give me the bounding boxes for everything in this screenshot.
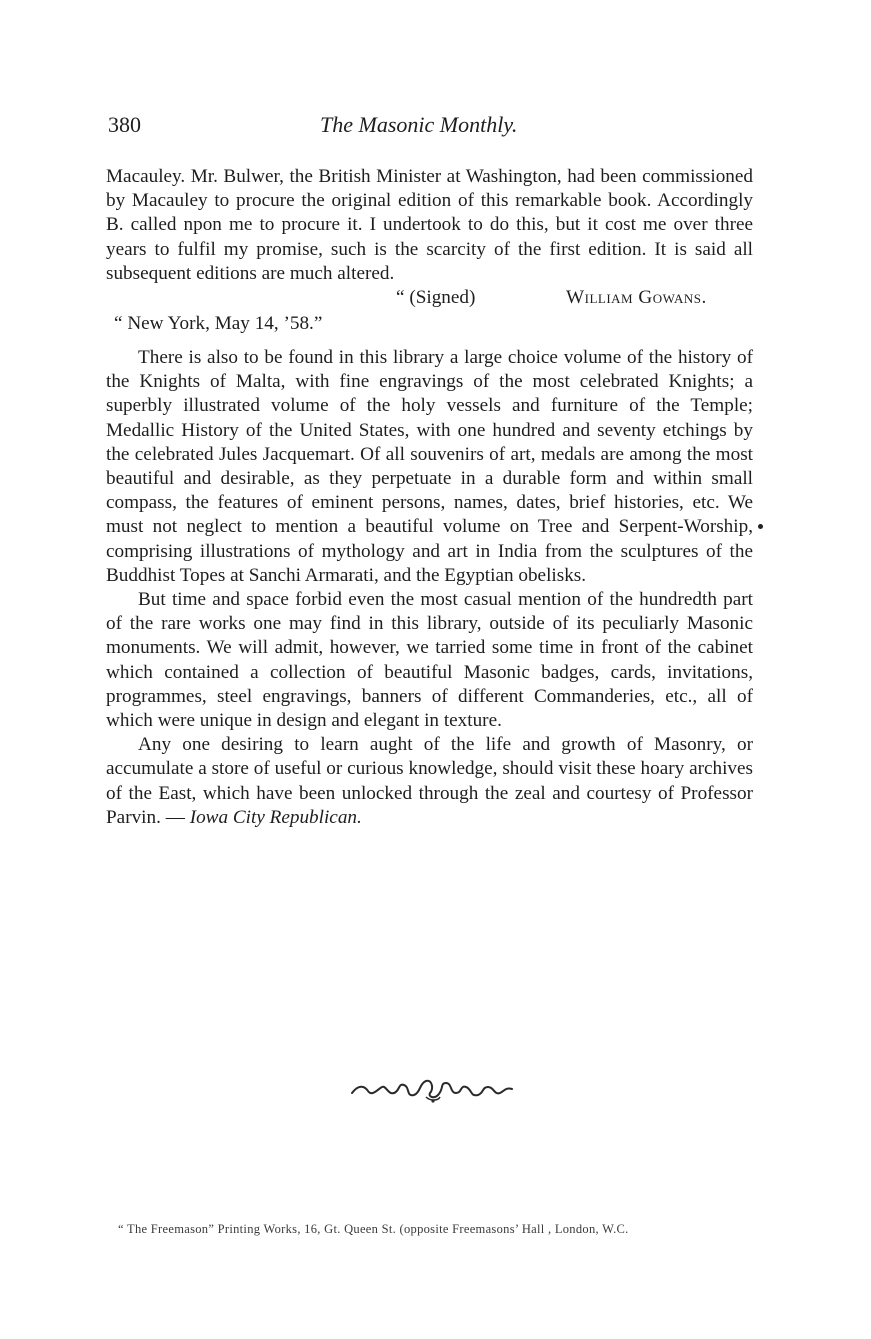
page-number: 380 (108, 112, 141, 137)
ink-speck (758, 524, 763, 529)
running-title: The Masonic Monthly. (320, 112, 518, 137)
source-citation: Iowa City Republican. (189, 806, 362, 828)
signatory-name: William Gowans. (566, 287, 707, 309)
letter-dateline: “ New York, May 14, ’58.” (114, 313, 323, 335)
signed-label: “ (Signed) (396, 287, 476, 309)
signature-line (106, 286, 753, 312)
conclusion-text: Any one desiring to learn aught of the life and growth of Masonry, or accumulate a store of useful or curious knowledge, should visit these hoary archives of the East, which have been unlocked through the zeal and courtesy of Professor Parvin. — (106, 734, 753, 828)
paragraph-masonic-collection: But time and space forbid even the most casual mention of the hundredth part of the rare works one may find in this library, outside of its peculiarly Masonic monuments. We will admit, however, we tarried some time in front of the cabinet which contained a collection of beautiful Masonic badges, cards, invitations, programmes, steel engravings, banners of different Commanderies, etc., all of which were unique in design and elegant in texture. (106, 589, 753, 732)
letter-closing-paragraph: Macauley. Mr. Bulwer, the British Minister at Washington, had been commissioned by Macauley to procure the original edition of this remarkable book. Accordingly B. called npon me to procure it. I undertook to do this, but it cost me over three years to fulfil my promise, such is the scarcity of the first edition. It is said all subsequent editions are much altered. (106, 166, 753, 284)
paragraph-conclusion (106, 733, 753, 830)
printer-imprint: “ The Freemason” Printing Works, 16, Gt. Queen St. (opposite Freemasons’ Hall , London, W.C. (118, 1222, 629, 1236)
scroll-flourish-icon (348, 1075, 518, 1105)
paragraph-library-volumes: There is also to be found in this library a large choice volume of the history of the Knights of Malta, with fine engravings of the most celebrated Knights; a superbly illustrated volume of the holy vessels and furniture of the Temple; Medallic History of the United States, with one hundred and seventy etchings by the celebrated Jules Jacquemart. Of all souvenirs of art, medals are among the most beautiful and desirable, as they perpetuate in a durable form and within small compass, the features of eminent persons, names, dates, brief histories, etc. We must not neglect to mention a beautiful volume on Tree and Serpent-Worship, comprising illustrations of mythology and art in India from the sculptures of the Buddhist Topes at Sanchi Armarati, and the Egyptian obelisks. (106, 347, 753, 586)
page-header (108, 112, 753, 144)
article-body (106, 165, 753, 830)
